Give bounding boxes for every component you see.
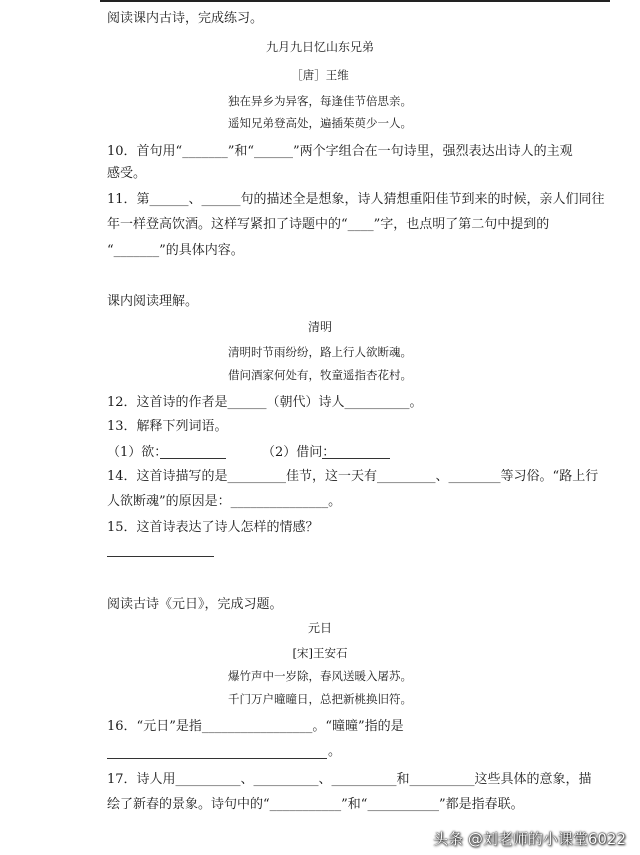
- question-13: 13．解释下列词语。: [107, 419, 228, 434]
- watermark: 头条 @刘老师的小课堂6022: [433, 830, 626, 848]
- poem-2-line-2: 借问酒家何处有，牧童遥指杏花村。: [228, 368, 412, 382]
- poem-3-title: 元日: [307, 621, 332, 635]
- question-12: 12．这首诗的作者是______（朝代）诗人__________。: [107, 395, 423, 410]
- top-rule: [100, 0, 610, 2]
- poem-1-line-1: 独在异乡为异客，每逢佳节倍思亲。: [228, 94, 412, 108]
- question-17-line-2: 绘了新春的景象。诗句中的“___________”和“___________”都是指春联。: [107, 797, 524, 812]
- question-10-line-2: 感受。: [107, 166, 147, 181]
- answer-line-13-1: [160, 458, 226, 459]
- poem-3-author: [宋]王安石: [292, 646, 348, 660]
- section-3-intro: 阅读古诗《元日》，完成习题。: [107, 597, 283, 612]
- answer-line-13-2: [322, 458, 390, 459]
- question-16-line-1: 16．“元日”是指_________________。“曈曈”指的是: [107, 719, 404, 734]
- poem-2-title: 清明: [307, 320, 332, 334]
- question-11-line-1: 11．第______、______句的描述全是想象，诗人猜想重阳佳节到来的时候，亲人们同往: [107, 192, 605, 207]
- question-11-line-3: “_______”的具体内容。: [107, 243, 244, 258]
- answer-line-16: [107, 758, 327, 759]
- question-14-line-2: 人欲断魂”的原因是：_______________。: [107, 494, 342, 509]
- question-17-line-1: 17．诗人用__________、__________、__________和__________这些具体的意象，描: [107, 772, 592, 787]
- question-10-line-1: 10．首句用“_______”和“______”两个字组合在一句诗里，强烈表达出诗人的主观: [107, 144, 573, 159]
- poem-3-line-2: 千门万户曈曈日，总把新桃换旧符。: [228, 692, 412, 706]
- question-13-item-1-label: （1）欲：: [107, 445, 168, 460]
- poem-1-line-2: 遥知兄弟登高处，遍插茱萸少一人。: [228, 116, 412, 130]
- section-1-intro: 阅读课内古诗，完成练习。: [107, 11, 264, 26]
- question-13-item-2-label: （2）借问：: [262, 445, 336, 460]
- poem-2-line-1: 清明时节雨纷纷，路上行人欲断魂。: [228, 345, 412, 359]
- section-2-intro: 课内阅读理解。: [107, 294, 199, 309]
- poem-3-line-1: 爆竹声中一岁除，春风送暖入屠苏。: [228, 669, 412, 683]
- answer-line-15: [107, 556, 214, 557]
- poem-1-title: 九月九日忆山东兄弟: [265, 40, 374, 54]
- question-11-line-2: 年一样登高饮酒。这样写紧扣了诗题中的“____”字，也点明了第二句中提到的: [107, 217, 550, 232]
- question-14-line-1: 14．这首诗描写的是_________佳节，这一天有_________、________等习俗。“路上行: [107, 469, 599, 484]
- poem-1-author: ［唐］王维: [291, 68, 349, 82]
- question-16-line-2: 。: [328, 744, 342, 759]
- question-15: 15．这首诗表达了诗人怎样的情感？: [107, 520, 319, 535]
